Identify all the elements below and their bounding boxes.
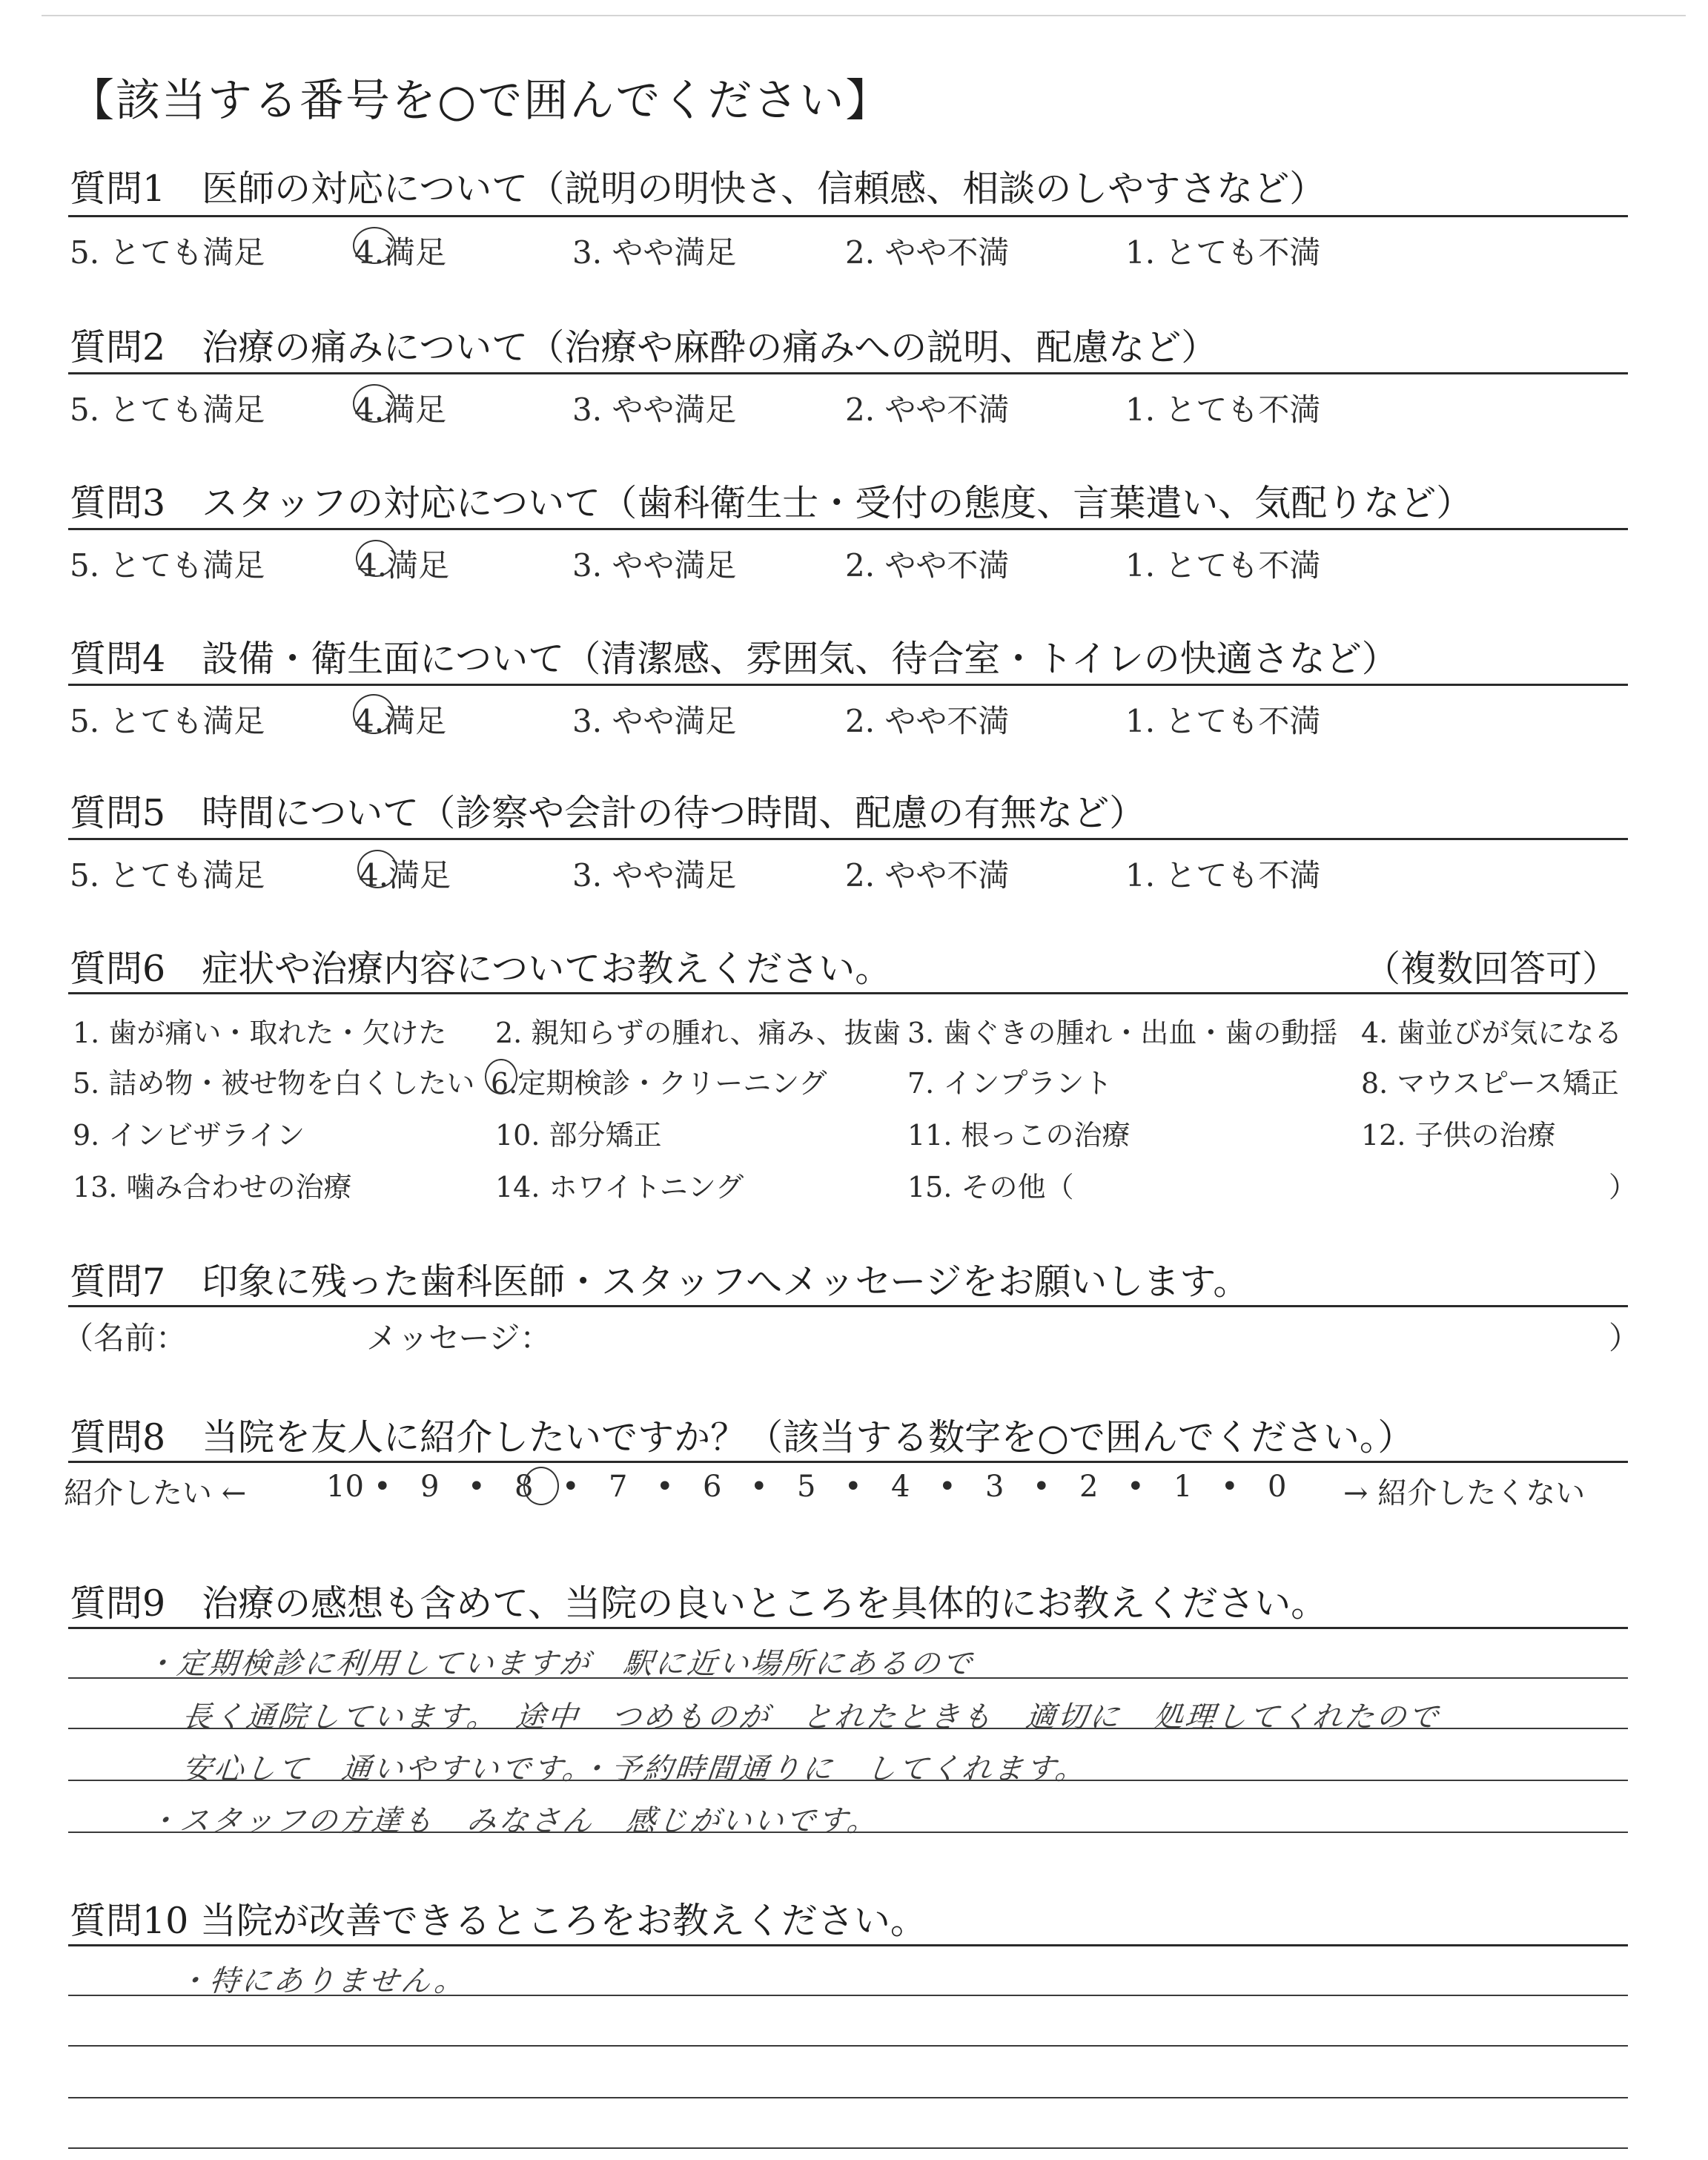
question-8-rule [68,1461,1628,1463]
q8-scale-separator: • [1127,1470,1145,1504]
question-3-title: 質問3 スタッフの対応について（歯科衛生士・受付の態度、言葉遣い、気配りなど） [70,482,1473,524]
q1-option-1[interactable]: 1. とても不満 [1125,234,1321,271]
q3-option-1[interactable]: 1. とても不満 [1125,547,1321,584]
q2-option-4-number: 4. [354,392,385,428]
q4-option-3[interactable]: 3. やや満足 [572,703,737,739]
q8-scale-value-3[interactable]: 3 [985,1470,1004,1504]
question-6-note: （複数回答可） [1364,948,1619,990]
q4-circle-mark [353,694,394,734]
q8-scale-separator: • [844,1470,862,1504]
q8-scale-separator: • [468,1470,486,1504]
q5-option-4-number: 4. [359,857,389,894]
q8-scale-value-10[interactable]: 10 [326,1470,364,1504]
q8-scale-value-9[interactable]: 9 [420,1470,440,1504]
q4-option-4-number: 4. [354,703,385,739]
q8-scale-value-0[interactable]: 0 [1268,1470,1287,1504]
q6-option-14[interactable]: 14. ホワイトニング [495,1171,744,1203]
q1-option-2[interactable]: 2. やや不満 [845,234,1010,271]
q1-option-5[interactable]: 5. とても満足 [70,234,265,271]
q8-scale-separator: • [1033,1470,1050,1504]
q10-line-3 [68,2097,1628,2098]
q5-option-5[interactable]: 5. とても満足 [70,857,265,894]
q6-option-4[interactable]: 4. 歯並びが気になる [1361,1017,1623,1049]
question-4-rule [68,684,1628,686]
q4-option-4-label: 満足 [384,703,447,739]
q1-option-4-label: 満足 [384,234,447,271]
question-10-rule [68,1944,1628,1946]
q8-scale-left-label: 紹介したい ← [64,1476,247,1510]
q3-option-4-label: 満足 [387,547,450,584]
q5-option-4-label: 満足 [388,857,451,894]
q3-option-4-number: 4. [357,547,388,584]
question-7-rule [68,1305,1628,1307]
q2-circle-mark [353,384,396,423]
question-5-rule [68,838,1628,840]
q6-option-15-close: ） [1609,1171,1638,1203]
question-1-rule [68,215,1628,217]
q6-option-2[interactable]: 2. 親知らずの腫れ、痛み、抜歯 [495,1017,901,1049]
q6-option-10[interactable]: 10. 部分矯正 [495,1119,662,1152]
q9-answer-line-2: 長く通院しています。 途中 つめものが とれたときも 適切に 処理してくれたので [180,1700,1442,1734]
q10-line-4 [68,2147,1628,2149]
q8-scale-separator: • [656,1470,674,1504]
q4-option-5[interactable]: 5. とても満足 [70,703,265,739]
q2-option-2[interactable]: 2. やや不満 [845,392,1010,428]
q10-answer-line-1: ・特にありません。 [176,1964,469,1998]
page-header: 【該当する番号を○で囲んでください】 [70,75,892,127]
q3-option-5[interactable]: 5. とても満足 [70,547,265,584]
q8-scale-value-1[interactable]: 1 [1174,1470,1193,1504]
question-1-title: 質問1 医師の対応について（説明の明快さ、信頼感、相談のしやすさなど） [70,168,1326,210]
question-8-title: 質問8 当院を友人に紹介したいですか？（該当する数字を○で囲んでください。） [70,1416,1414,1459]
q8-scale-separator: • [939,1470,956,1504]
q5-option-2[interactable]: 2. やや不満 [845,857,1010,894]
q6-option-12[interactable]: 12. 子供の治療 [1361,1119,1556,1152]
q9-answer-line-1: ・定期検診に利用していますが 駅に近い場所にあるので [143,1647,976,1681]
q8-scale-separator: • [1221,1470,1239,1504]
q6-option-5[interactable]: 5. 詰め物・被せ物を白くしたい [73,1067,475,1100]
question-2-rule [68,372,1628,374]
q1-option-3[interactable]: 3. やや満足 [572,234,737,271]
question-7-title: 質問7 印象に残った歯科医師・スタッフへメッセージをお願いします。 [70,1261,1250,1303]
q9-answer-line-4: ・スタッフの方達も みなさん 感じがいいです。 [146,1804,881,1838]
q8-scale-separator: • [750,1470,768,1504]
question-6-rule [68,992,1628,994]
q4-option-2[interactable]: 2. やや不満 [845,703,1010,739]
q6-option-9[interactable]: 9. インビザライン [73,1119,305,1152]
q8-scale-value-2[interactable]: 2 [1079,1470,1099,1504]
q2-option-1[interactable]: 1. とても不満 [1125,392,1321,428]
question-4-title: 質問4 設備・衛生面について（清潔感、雰囲気、待合室・トイレの快適さなど） [70,638,1398,680]
q9-answer-line-3: 安心して 通いやすいです。・予約時間通りに してくれます。 [180,1752,1089,1786]
q6-option-6[interactable]: 6.定期検診・クリーニング [491,1067,827,1100]
q6-option-13[interactable]: 13. 噛み合わせの治療 [73,1171,352,1203]
q8-scale-value-7[interactable]: 7 [609,1470,628,1504]
q8-scale-value-4[interactable]: 4 [891,1470,910,1504]
q7-message-field[interactable]: メッセージ： [366,1320,552,1356]
q2-option-5[interactable]: 5. とても満足 [70,392,265,428]
q2-option-4-label: 満足 [384,392,447,428]
q7-close-paren: ） [1609,1320,1641,1356]
q3-option-2[interactable]: 2. やや不満 [845,547,1010,584]
question-5-title: 質問5 時間について（診察や会計の待つ時間、配慮の有無など） [70,792,1146,834]
q8-scale-value-6[interactable]: 6 [703,1470,722,1504]
q8-scale-value-8[interactable]: 8 [514,1470,534,1504]
q10-line-2 [68,2045,1628,2047]
q8-circle-mark [523,1467,559,1505]
q5-option-3[interactable]: 3. やや満足 [572,857,737,894]
q6-option-1[interactable]: 1. 歯が痛い・取れた・欠けた [73,1017,447,1049]
q6-option-15[interactable]: 15. その他（ [907,1171,1074,1203]
question-3-rule [68,528,1628,530]
question-2-title: 質問2 治療の痛みについて（治療や麻酔の痛みへの説明、配慮など） [70,326,1218,369]
q5-circle-mark [357,850,397,888]
q6-option-8[interactable]: 8. マウスピース矯正 [1361,1067,1619,1100]
q6-option-3[interactable]: 3. 歯ぐきの腫れ・出血・歯の動揺 [907,1017,1338,1049]
q8-scale-separator: • [374,1470,391,1504]
q3-circle-mark [356,540,396,577]
q1-option-4-number: 4. [354,234,385,271]
q7-name-field[interactable]: （名前： [62,1320,188,1356]
q6-circle-mark [485,1059,517,1094]
question-6-title: 質問6 症状や治療内容についてお教えください。 [70,948,892,990]
question-10-title: 質問10 当院が改善できるところをお教えください。 [70,1900,927,1942]
q8-scale-right-label: → 紹介したくない [1343,1476,1586,1510]
q6-option-11[interactable]: 11. 根っこの治療 [907,1119,1131,1152]
q8-scale-value-5[interactable]: 5 [797,1470,816,1504]
q6-option-7[interactable]: 7. インプラント [907,1067,1113,1100]
q8-scale-separator: • [562,1470,580,1504]
q3-option-3[interactable]: 3. やや満足 [572,547,737,584]
q4-option-1[interactable]: 1. とても不満 [1125,703,1321,739]
question-9-title: 質問9 治療の感想も含めて、当院の良いところを具体的にお教えください。 [70,1582,1328,1625]
q5-option-1[interactable]: 1. とても不満 [1125,857,1321,894]
question-9-rule [68,1627,1628,1629]
q2-option-3[interactable]: 3. やや満足 [572,392,737,428]
top-border [42,15,1686,16]
q1-circle-mark [353,227,396,264]
